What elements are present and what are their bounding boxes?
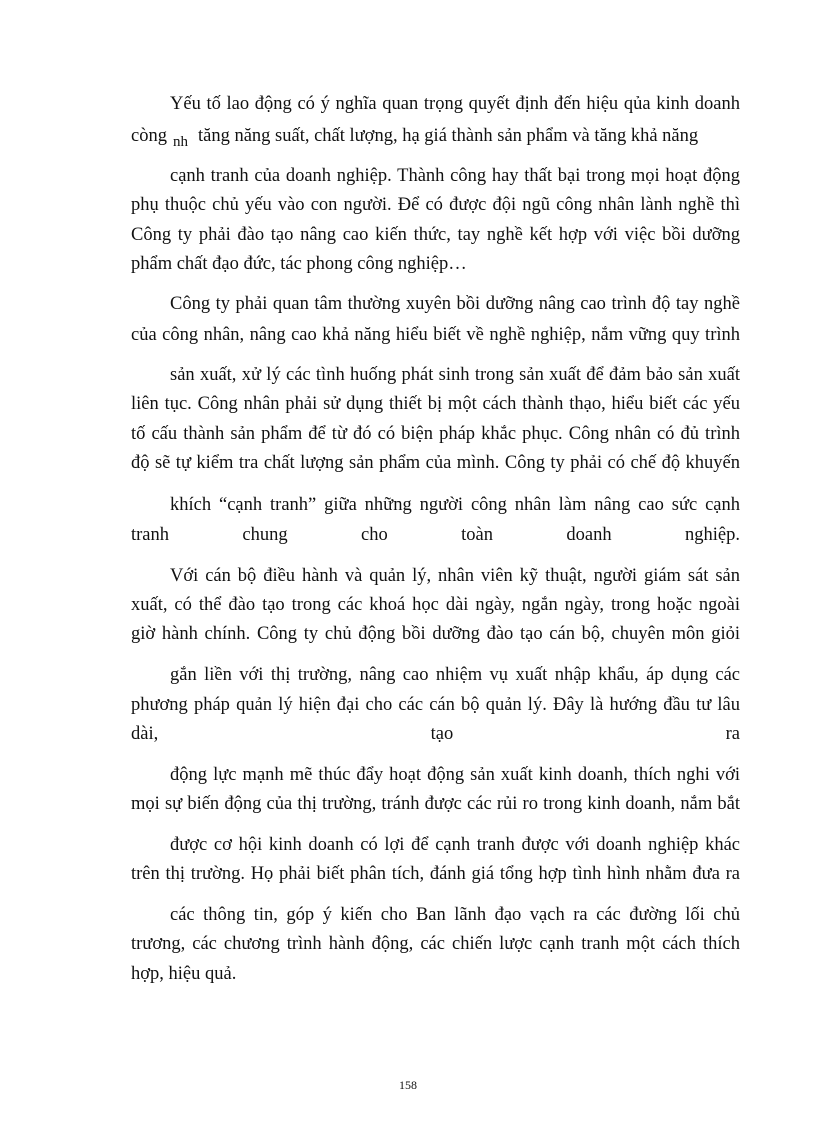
word: chung — [242, 525, 288, 545]
text-line-spread — [131, 723, 740, 745]
word: dài, — [131, 724, 159, 744]
text-line: trương, các chương trình hành động, các chiến lược cạnh tranh một cách thích — [131, 934, 740, 954]
text-line-spread — [131, 524, 740, 546]
text-line: Công ty phải quan tâm thường xuyên bồi dưỡng nâng cao trình độ tay nghề — [170, 294, 740, 314]
text-line: động lực mạnh mẽ thúc đẩy hoạt động sản xuất kinh doanh, thích nghi với — [170, 765, 740, 785]
word: tranh — [131, 525, 170, 545]
text-line: phương pháp quản lý hiện đại cho các cán bộ quản lý. Đây là hướng đầu tư lâu — [131, 695, 740, 715]
text-line: sản xuất, xử lý các tình huống phát sinh trong sản xuất để đảm bảo sản xuất — [170, 365, 740, 385]
text-line: giờ hành chính. Công ty chủ động bồi dưỡng đào tạo cán bộ, chuyên môn giỏi — [131, 624, 740, 644]
text-line: mọi sự biến động của thị trường, tránh được các rủi ro trong kinh doanh, nắm bắt — [131, 794, 740, 814]
word: nghiệp. — [684, 525, 740, 545]
word: cho — [361, 525, 388, 545]
text-line: các thông tin, góp ý kiến cho Ban lãnh đạo vạch ra các đường lối chủ — [170, 905, 740, 925]
text-line: được cơ hội kinh doanh có lợi để cạnh tranh được với doanh nghiệp khác — [170, 835, 740, 855]
text-line: tố cấu thành sản phẩm để từ đó có biện pháp khắc phục. Công nhân có đủ trình — [131, 424, 740, 444]
text-line: liên tục. Công nhân phải sử dụng thiết bị một cách thành thạo, hiểu biết các yếu — [131, 394, 740, 414]
page-number: 158 — [399, 1078, 417, 1092]
word: toàn — [461, 525, 493, 545]
text-line: phụ thuộc chủ yếu vào con người. Để có được đội ngũ công nhân lành nghề thì — [131, 195, 740, 215]
text-fragment: còng — [131, 126, 167, 146]
text-fragment: nh — [172, 134, 188, 150]
text-line: của công nhân, nâng cao khả năng hiểu biết về nghề nghiệp, nắm vững quy trình — [131, 325, 740, 345]
text-line — [131, 125, 740, 148]
text-line: độ sẽ tự kiểm tra chất lượng sản phẩm của mình. Công ty phải có chế độ khuyến — [131, 453, 740, 473]
text-line: hợp, hiệu quả. — [131, 964, 237, 984]
text-line: khích “cạnh tranh” giữa những người công nhân làm nâng cao sức cạnh — [170, 495, 740, 515]
text-line: gắn liền với thị trường, nâng cao nhiệm vụ xuất nhập khẩu, áp dụng các — [170, 665, 740, 685]
word: tạo — [430, 724, 454, 744]
text-line: Yếu tố lao động có ý nghĩa quan trọng quyết định đến hiệu qủa kinh doanh — [170, 94, 740, 114]
text-line: phẩm chất đạo đức, tác phong công nghiệp… — [131, 254, 467, 274]
text-line: Công ty phải đào tạo nâng cao kiến thức, tay nghề kết hợp với việc bồi dưỡng — [131, 225, 740, 245]
text-line: xuất, có thể đào tạo trong các khoá học dài ngày, ngắn ngày, trong hoặc ngoài — [131, 595, 740, 615]
word: ra — [725, 724, 740, 744]
text-line: Với cán bộ điều hành và quản lý, nhân viên kỹ thuật, người giám sát sản — [170, 566, 740, 586]
text-line: trên thị trường. Họ phải biết phân tích, đánh giá tổng hợp tình hình nhằm đưa ra — [131, 864, 740, 884]
word: doanh — [566, 525, 612, 545]
text-line: cạnh tranh của doanh nghiệp. Thành công hay thất bại trong mọi hoạt động — [170, 166, 740, 186]
text-fragment: tăng năng suất, chất lượng, hạ giá thành sản phẩm và tăng khả năng — [197, 126, 699, 146]
